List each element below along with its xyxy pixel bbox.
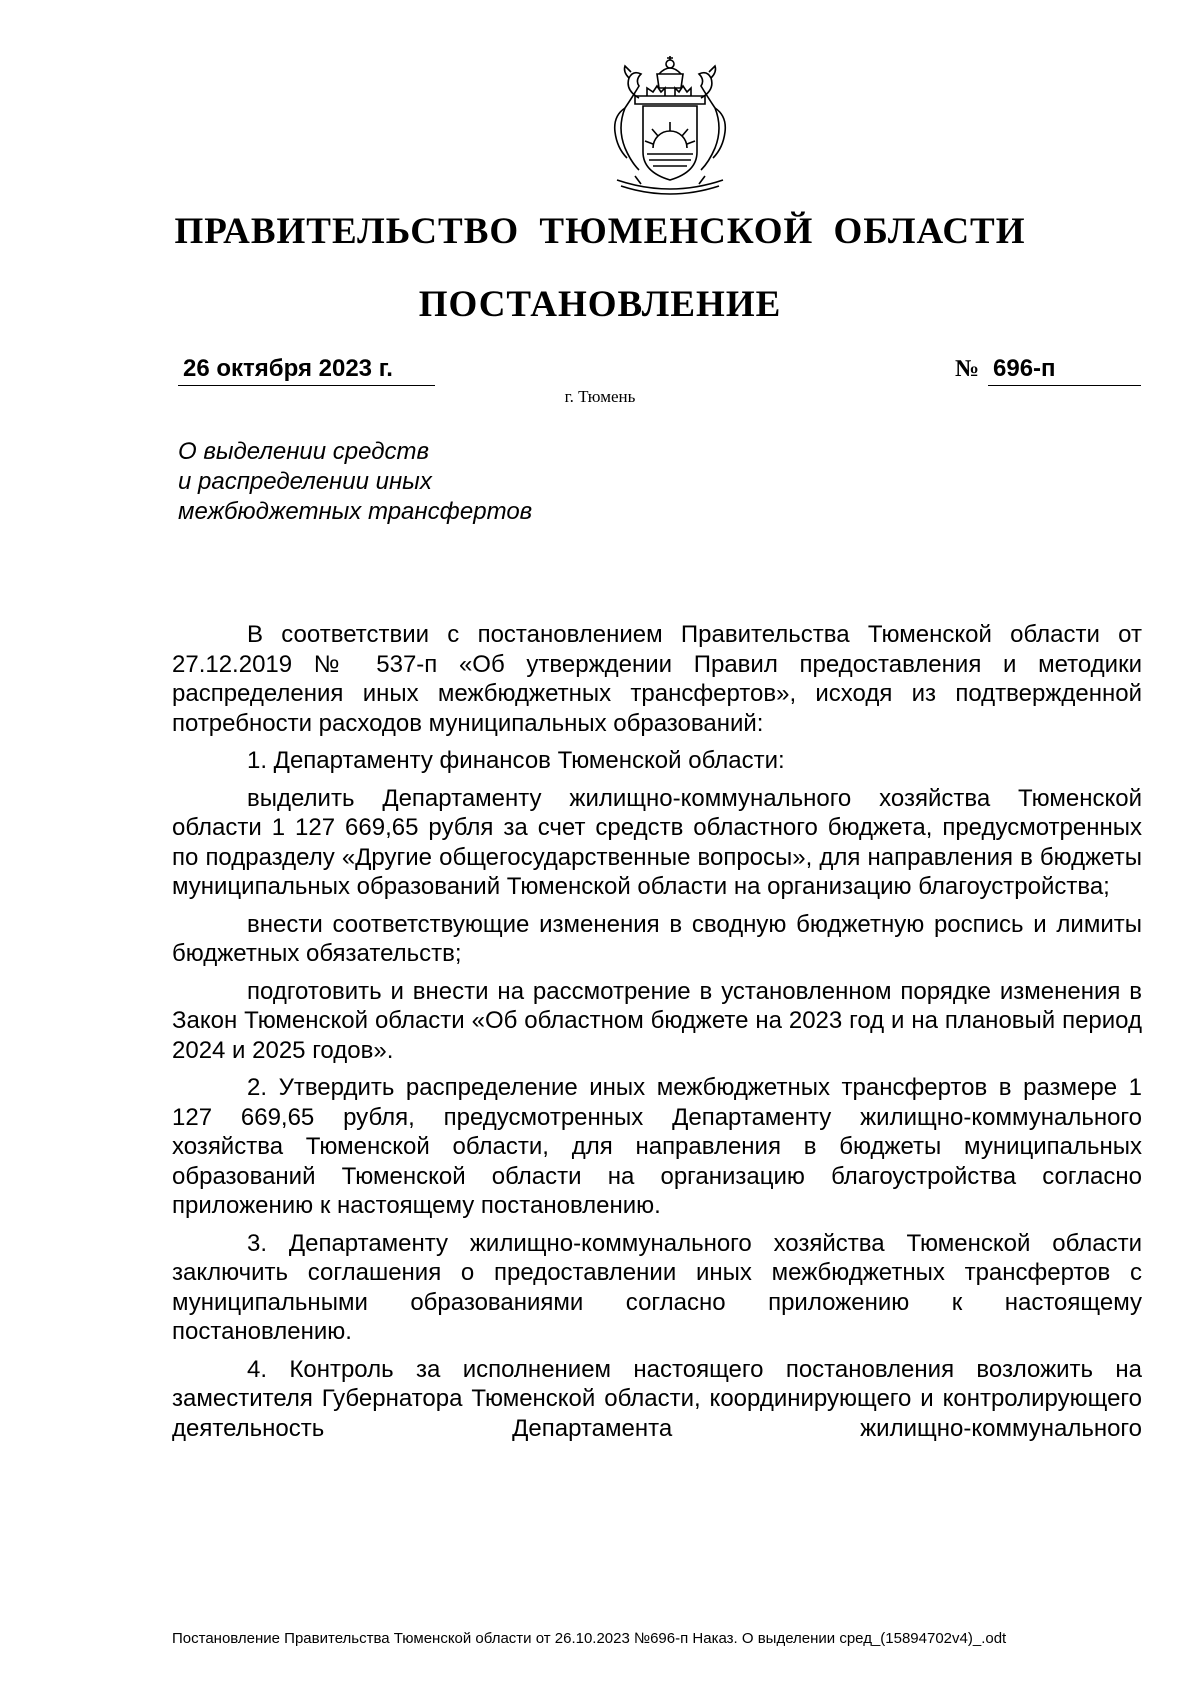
- body-paragraph: подготовить и внести на рассмотрение в установленном порядке изменения в Закон Тюменской области «Об областном бюджете на 2023 год и на плановый период 2024 и 2025 годов».: [172, 977, 1142, 1064]
- document-footer: Постановление Правительства Тюменской области от 26.10.2023 №696-п Наказ. О выделении сред_(15894702v4)_.odt: [172, 1630, 1007, 1647]
- body-paragraph: 3. Департаменту жилищно-коммунального хозяйства Тюменской области заключить соглашения о предоставлении иных межбюджетных трансфертов с муниципальными образованиями согласно приложению к настоящему постановлению.: [172, 1229, 1142, 1345]
- body-paragraph: 4. Контроль за исполнением настоящего постановления возложить на заместителя Губернатора Тюменской области, координирующего и контролирующего деятельность Департамента жилищно-коммунального: [172, 1355, 1142, 1442]
- document-number: 696-п: [988, 355, 1141, 386]
- government-title: ПРАВИТЕЛЬСТВО ТЮМЕНСКОЙ ОБЛАСТИ: [174, 211, 1026, 252]
- document-city: г. Тюмень: [564, 387, 636, 406]
- body-paragraph: В соответствии с постановлением Правительства Тюменской области от 27.12.2019 № 537-п «Об утверждении Правил предоставления и методики распределения иных межбюджетных трансфертов», исходя из подтвержденной потребности расходов муниципальных образований:: [172, 621, 1142, 737]
- subject-line: и распределении иных: [178, 468, 432, 495]
- subject-line: О выделении средств: [178, 438, 430, 465]
- body-paragraph: внести соответствующие изменения в сводную бюджетную роспись и лимиты бюджетных обязательств;: [172, 910, 1142, 967]
- body-paragraph: выделить Департаменту жилищно-коммунального хозяйства Тюменской области 1 127 669,65 рубля за счет средств областного бюджета, предусмотренных по подразделу «Другие общегосударственные вопросы», для направления в бюджеты муниципальных образований Тюменской области на организацию благоустройства;: [172, 784, 1142, 900]
- body-paragraph: 2. Утвердить распределение иных межбюджетных трансфертов в размере 1 127 669,65 рубля, предусмотренных Департаменту жилищно-коммунального хозяйства Тюменской области, для направления в бюджеты муниципальных образований Тюменской области на организацию благоустройства согласно приложению к настоящему постановлению.: [172, 1074, 1142, 1219]
- document-type: ПОСТАНОВЛЕНИЕ: [418, 284, 782, 325]
- number-sign: №: [955, 356, 980, 382]
- body-paragraph: 1. Департаменту финансов Тюменской области:: [247, 747, 785, 774]
- document-subject: [178, 437, 532, 527]
- document-body: [172, 620, 1142, 1443]
- coat-of-arms-icon: [595, 52, 745, 200]
- document-date: 26 октября 2023 г.: [178, 355, 435, 386]
- subject-line: межбюджетных трансфертов: [178, 498, 533, 525]
